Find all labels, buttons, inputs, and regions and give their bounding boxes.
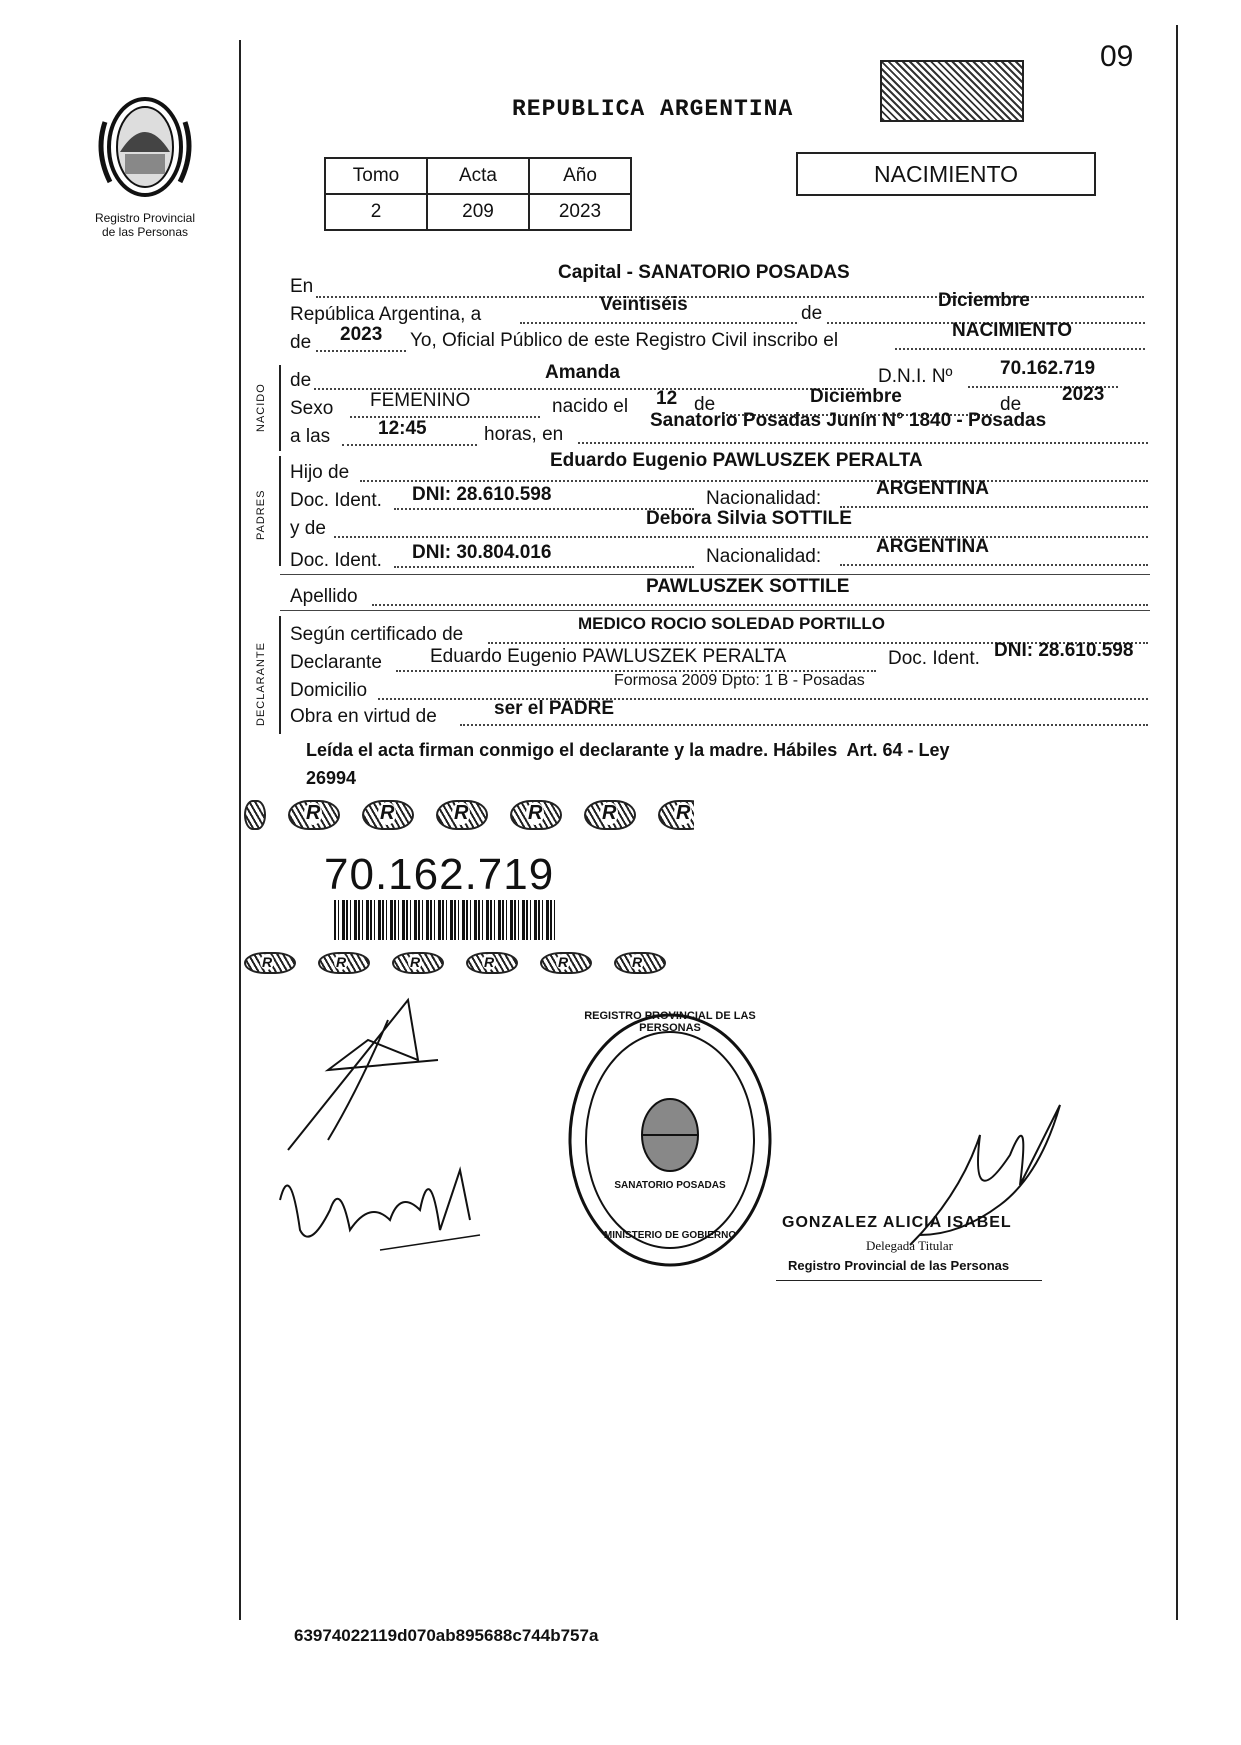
right-margin-line xyxy=(1176,25,1178,1620)
birth-month: Diciembre xyxy=(810,386,902,407)
de-label: de xyxy=(798,303,825,325)
seal-inner-top: SANATORIO POSADAS xyxy=(614,1180,726,1191)
record-type-box xyxy=(796,152,1096,196)
declarant-signature-icon xyxy=(268,980,488,1160)
declarante-value: Eduardo Eugenio PAWLUSZEK PERALTA xyxy=(430,646,787,667)
document-hash: 63974022119d070ab895688c744b757a xyxy=(294,1626,599,1645)
nacido-de-label: de xyxy=(290,370,312,391)
section-label-padres: PADRES xyxy=(255,489,267,540)
barcode xyxy=(334,900,558,940)
certificado-label: Según certificado de xyxy=(290,624,464,645)
horas-label: horas, en xyxy=(484,424,564,445)
month: Diciembre xyxy=(938,290,1030,311)
province-shield-icon xyxy=(95,92,195,202)
closing-text-line1: Leída el acta firman conmigo el declarante y la madre. Hábiles Art. 64 - Ley xyxy=(306,740,950,760)
dni-label: D.N.I. Nº xyxy=(878,366,953,387)
mother-name: Debora Silvia SOTTILE xyxy=(646,508,852,529)
apellido-value: PAWLUSZEK SOTTILE xyxy=(646,576,850,597)
seal-inner-bottom: MINISTERIO DE GOBIERNO xyxy=(603,1230,737,1241)
mother-nationality-label: Nacionalidad: xyxy=(706,546,822,567)
mother-doc-label: Doc. Ident. xyxy=(290,550,382,571)
table-header-ano: Año xyxy=(529,158,631,194)
birth-de-label-2: de xyxy=(1000,394,1022,415)
republica-label: República Argentina, a xyxy=(290,304,482,325)
birth-place-detail: Sanatorio Posadas Junín N° 1840 - Posadas xyxy=(650,410,1047,431)
birth-year: 2023 xyxy=(1062,384,1105,405)
seal-ring-text: REGISTRO PROVINCIAL DE LAS PERSONAS xyxy=(584,1010,756,1034)
document-header-title: REPUBLICA ARGENTINA xyxy=(512,96,794,122)
domicilio-label: Domicilio xyxy=(290,680,368,701)
sexo-value: FEMENINO xyxy=(370,390,471,411)
declarante-label: Declarante xyxy=(290,652,382,673)
table-value-ano: 2023 xyxy=(529,194,631,230)
table-header-tomo: Tomo xyxy=(325,158,427,194)
birth-time: 12:45 xyxy=(378,418,427,439)
mother-nationality: ARGENTINA xyxy=(876,536,989,557)
birth-de-label: de xyxy=(694,394,716,415)
barcode-number: 70.162.719 xyxy=(324,850,555,899)
father-name: Eduardo Eugenio PAWLUSZEK PERALTA xyxy=(550,450,923,471)
child-dni: 70.162.719 xyxy=(1000,358,1096,379)
security-pattern xyxy=(880,60,1024,122)
official-role: Delegada Titular xyxy=(866,1238,954,1253)
mother-signature-icon xyxy=(270,1140,490,1260)
table-value-acta: 209 xyxy=(427,194,529,230)
child-name: Amanda xyxy=(545,362,620,383)
left-margin-line xyxy=(239,40,241,1620)
registry-logo xyxy=(90,92,200,239)
obra-value: ser el PADRE xyxy=(494,698,615,719)
birth-place: Capital - SANATORIO POSADAS xyxy=(558,262,850,283)
registry-caption-line2: de las Personas xyxy=(101,225,189,239)
day-words: Veintiséis xyxy=(600,294,688,315)
record-table xyxy=(324,157,632,231)
declarante-doc: DNI: 28.610.598 xyxy=(994,640,1134,661)
certificado-value: MEDICO ROCIO SOLEDAD PORTILLO xyxy=(578,614,885,633)
year: 2023 xyxy=(340,324,383,345)
section-label-declarante: DECLARANTE xyxy=(255,642,267,726)
table-value-tomo: 2 xyxy=(325,194,427,230)
official-name: GONZALEZ ALICIA ISABEL xyxy=(782,1214,1012,1231)
declarante-doc-label: Doc. Ident. xyxy=(888,648,980,669)
closing-text-line2: 26994 xyxy=(306,768,357,788)
nacido-el-label: nacido el xyxy=(552,396,629,417)
year-de-label: de xyxy=(290,332,312,353)
record-type: NACIMIENTO xyxy=(874,161,1018,187)
page-number: 09 xyxy=(1100,40,1134,73)
domicilio-value: Formosa 2009 Dpto: 1 B - Posadas xyxy=(614,672,865,689)
section-label-nacido: NACIDO xyxy=(255,383,267,432)
security-strip-top: R R R R R R xyxy=(244,800,694,834)
obra-label: Obra en virtud de xyxy=(290,706,437,727)
y-de-label: y de xyxy=(290,518,326,539)
father-nationality-label: Nacionalidad: xyxy=(706,488,822,509)
apellido-label: Apellido xyxy=(290,586,358,607)
father-nationality: ARGENTINA xyxy=(876,478,989,499)
registry-caption-line1: Registro Provincial xyxy=(94,211,196,225)
table-header-acta: Acta xyxy=(427,158,529,194)
sexo-label: Sexo xyxy=(290,398,334,419)
oficial-text: Yo, Oficial Público de este Registro Civil inscribo el xyxy=(410,330,839,351)
birth-day: 12 xyxy=(656,388,678,409)
mother-doc: DNI: 30.804.016 xyxy=(412,542,552,563)
official-office: Registro Provincial de las Personas xyxy=(788,1258,1010,1273)
father-doc-label: Doc. Ident. xyxy=(290,490,382,511)
a-las-label: a las xyxy=(290,426,331,447)
act-type: NACIMIENTO xyxy=(952,320,1072,341)
hijo-de-label: Hijo de xyxy=(290,462,350,483)
security-strip-bottom: R R R R R R xyxy=(244,952,694,976)
father-doc: DNI: 28.610.598 xyxy=(412,484,552,505)
en-label: En xyxy=(290,276,314,297)
